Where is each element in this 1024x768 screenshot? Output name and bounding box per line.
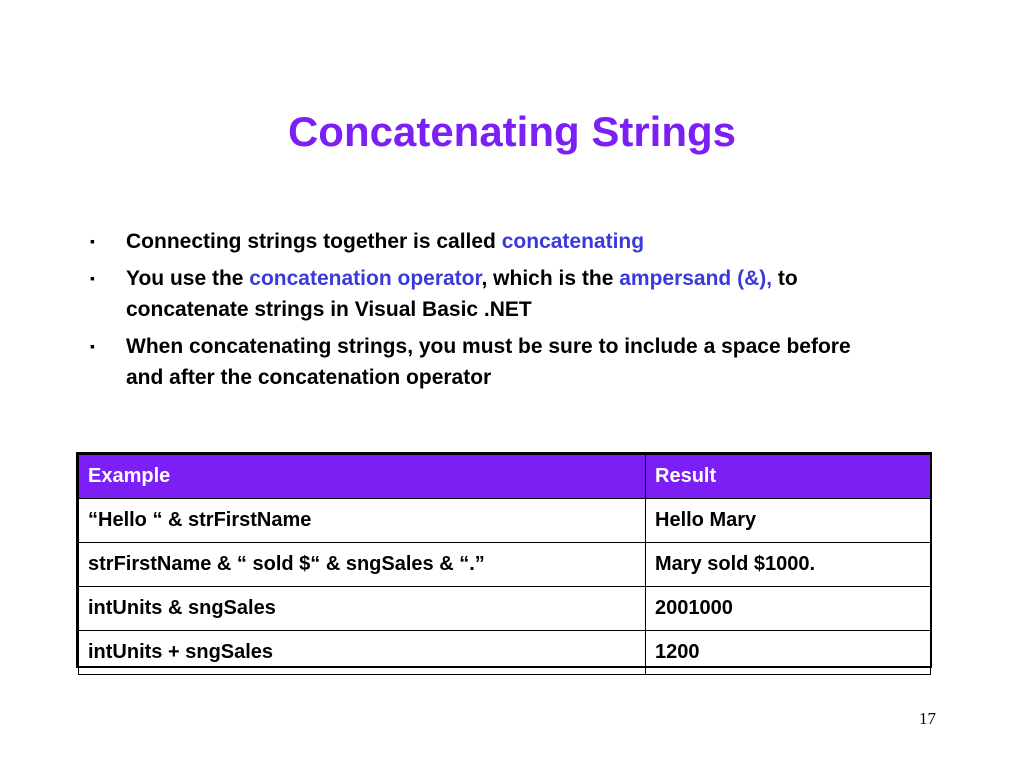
result-cell: 1200 [646,631,931,675]
bullet-text: , which is the [481,267,620,290]
slide-title: Concatenating Strings [287,108,737,155]
result-cell: Hello Mary [646,499,931,543]
square-bullet-icon: ▪ [90,233,95,249]
square-bullet-icon: ▪ [90,338,95,354]
bullet-item [86,263,886,325]
result-cell: 2001000 [646,587,931,631]
column-header-example: Example [79,455,646,499]
bullet-highlight: concatenating [501,230,645,253]
example-cell: intUnits & sngSales [79,587,646,631]
bullet-highlight: concatenation operator [249,267,482,290]
page-number: 17 [919,709,936,728]
bullet-text: When concatenating strings, you must be sure to include a space before and after the concatenation operator [126,335,851,389]
table-row [79,631,931,675]
bullet-text: Connecting strings together is called [126,230,502,253]
square-bullet-icon: ▪ [90,270,95,286]
bullet-highlight: ampersand (&), [619,267,773,290]
column-header-result: Result [646,455,931,499]
bullet-text: to concatenate strings in Visual Basic .NET [126,267,798,321]
example-cell: “Hello “ & strFirstName [79,499,646,543]
result-cell: Mary sold $1000. [646,543,931,587]
example-cell: strFirstName & “ sold $“ & sngSales & “.” [79,543,646,587]
table-row [79,499,931,543]
bullet-item [86,226,886,257]
example-table-container [76,452,932,668]
bullet-text: You use the [126,267,250,290]
concatenation-example-table [78,454,931,675]
table-row [79,543,931,587]
example-cell: intUnits + sngSales [79,631,646,675]
bullet-list [86,226,886,399]
table-row [79,587,931,631]
table-header-row [79,455,931,499]
bullet-item [86,331,886,393]
